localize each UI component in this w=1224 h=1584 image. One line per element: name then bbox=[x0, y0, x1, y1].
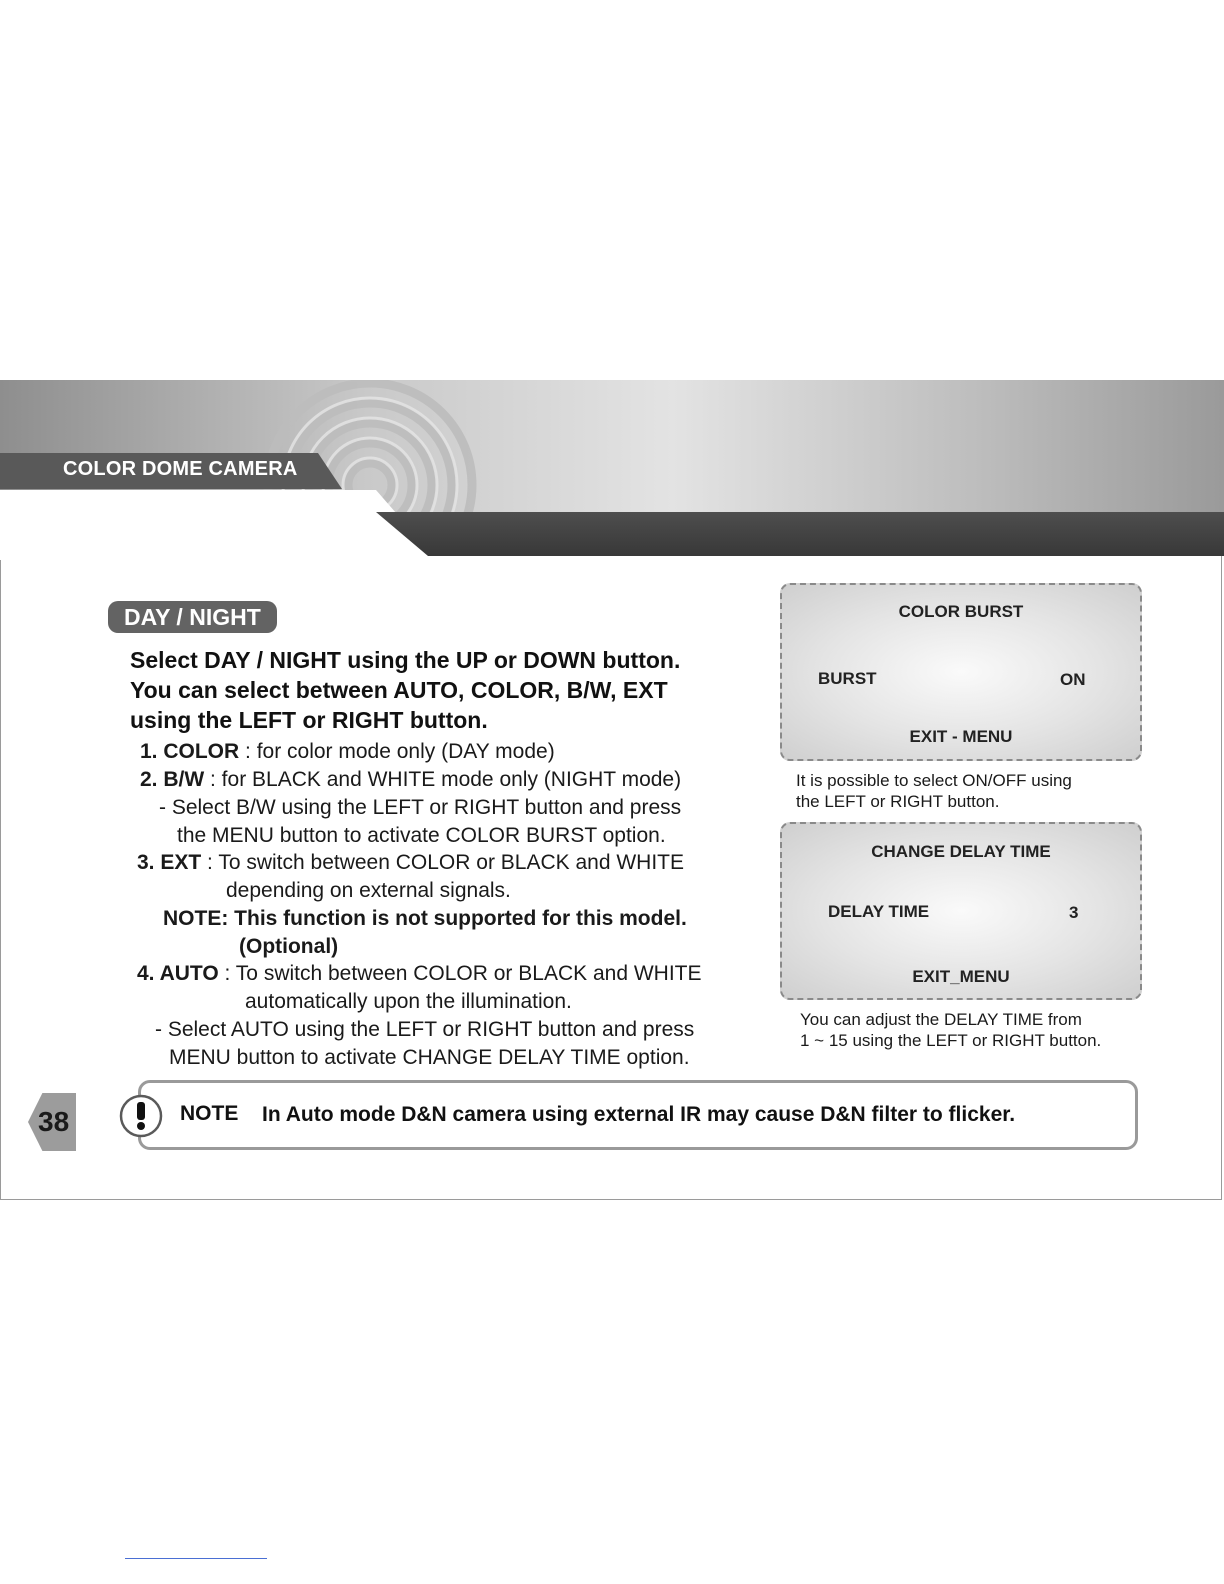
item-label: 2. B/W bbox=[140, 768, 205, 791]
osd-footer: EXIT_MENU bbox=[912, 967, 1010, 986]
item-label: 3. EXT bbox=[137, 851, 202, 874]
osd-caption bbox=[796, 770, 1072, 812]
intro-line: You can select between AUTO, COLOR, B/W, EXT bbox=[130, 677, 668, 703]
intro-line: using the LEFT or RIGHT button. bbox=[130, 707, 488, 733]
osd-footer: EXIT - MENU bbox=[909, 727, 1013, 746]
list-item-auto bbox=[137, 960, 701, 988]
list-continuation: depending on external signals. bbox=[226, 879, 511, 902]
ext-note: NOTE: This function is not supported for this model. bbox=[163, 907, 687, 930]
caption-line: It is possible to select ON/OFF using bbox=[796, 771, 1072, 790]
caption-line: the LEFT or RIGHT button. bbox=[796, 792, 1000, 811]
header-cutout bbox=[0, 490, 430, 560]
note-label: NOTE bbox=[180, 1102, 239, 1125]
osd-color-burst bbox=[780, 583, 1142, 761]
item-text: : To switch between COLOR or BLACK and WHITE bbox=[218, 962, 702, 985]
ext-note-optional: (Optional) bbox=[239, 935, 339, 958]
osd-delay-time bbox=[780, 822, 1142, 1000]
note-text: In Auto mode D&N camera using external IR may cause D&N filter to flicker. bbox=[262, 1103, 1016, 1126]
osd-title: CHANGE DELAY TIME bbox=[871, 842, 1051, 861]
item-text: : for color mode only (DAY mode) bbox=[239, 740, 555, 763]
item-label: 1. COLOR bbox=[140, 740, 240, 763]
section-title: DAY / NIGHT bbox=[108, 601, 277, 633]
list-subitem: - Select AUTO using the LEFT or RIGHT button and press bbox=[155, 1018, 695, 1041]
item-label: 4. AUTO bbox=[137, 962, 219, 985]
list-subitem: - Select B/W using the LEFT or RIGHT button and press bbox=[159, 796, 682, 819]
list-subitem: the MENU button to activate COLOR BURST option. bbox=[177, 824, 666, 847]
list-item-ext bbox=[137, 849, 684, 877]
page-number: 38 bbox=[38, 1106, 70, 1137]
osd-value: ON bbox=[1060, 670, 1086, 689]
intro-text bbox=[130, 645, 770, 735]
header-dark-bar bbox=[376, 512, 1224, 556]
item-text: : To switch between COLOR or BLACK and WHITE bbox=[201, 851, 684, 874]
caption-line: 1 ~ 15 using the LEFT or RIGHT button. bbox=[800, 1031, 1102, 1050]
osd-label: BURST bbox=[818, 669, 877, 688]
item-text: : for BLACK and WHITE mode only (NIGHT mode) bbox=[204, 768, 682, 791]
osd-value: 3 bbox=[1069, 903, 1079, 922]
list-item-color bbox=[140, 738, 555, 766]
list-subitem: MENU button to activate CHANGE DELAY TIME option. bbox=[169, 1046, 690, 1069]
list-continuation: automatically upon the illumination. bbox=[245, 990, 572, 1013]
osd-label: DELAY TIME bbox=[828, 902, 930, 921]
intro-line: Select DAY / NIGHT using the UP or DOWN button. bbox=[130, 647, 681, 673]
document-title: COLOR DOME CAMERA bbox=[63, 458, 298, 480]
list-item-bw bbox=[140, 766, 681, 794]
osd-caption bbox=[800, 1009, 1101, 1051]
footer-underline bbox=[125, 1558, 267, 1559]
exclamation-icon bbox=[118, 1093, 164, 1139]
caption-line: You can adjust the DELAY TIME from bbox=[800, 1010, 1082, 1029]
osd-title: COLOR BURST bbox=[898, 602, 1024, 621]
